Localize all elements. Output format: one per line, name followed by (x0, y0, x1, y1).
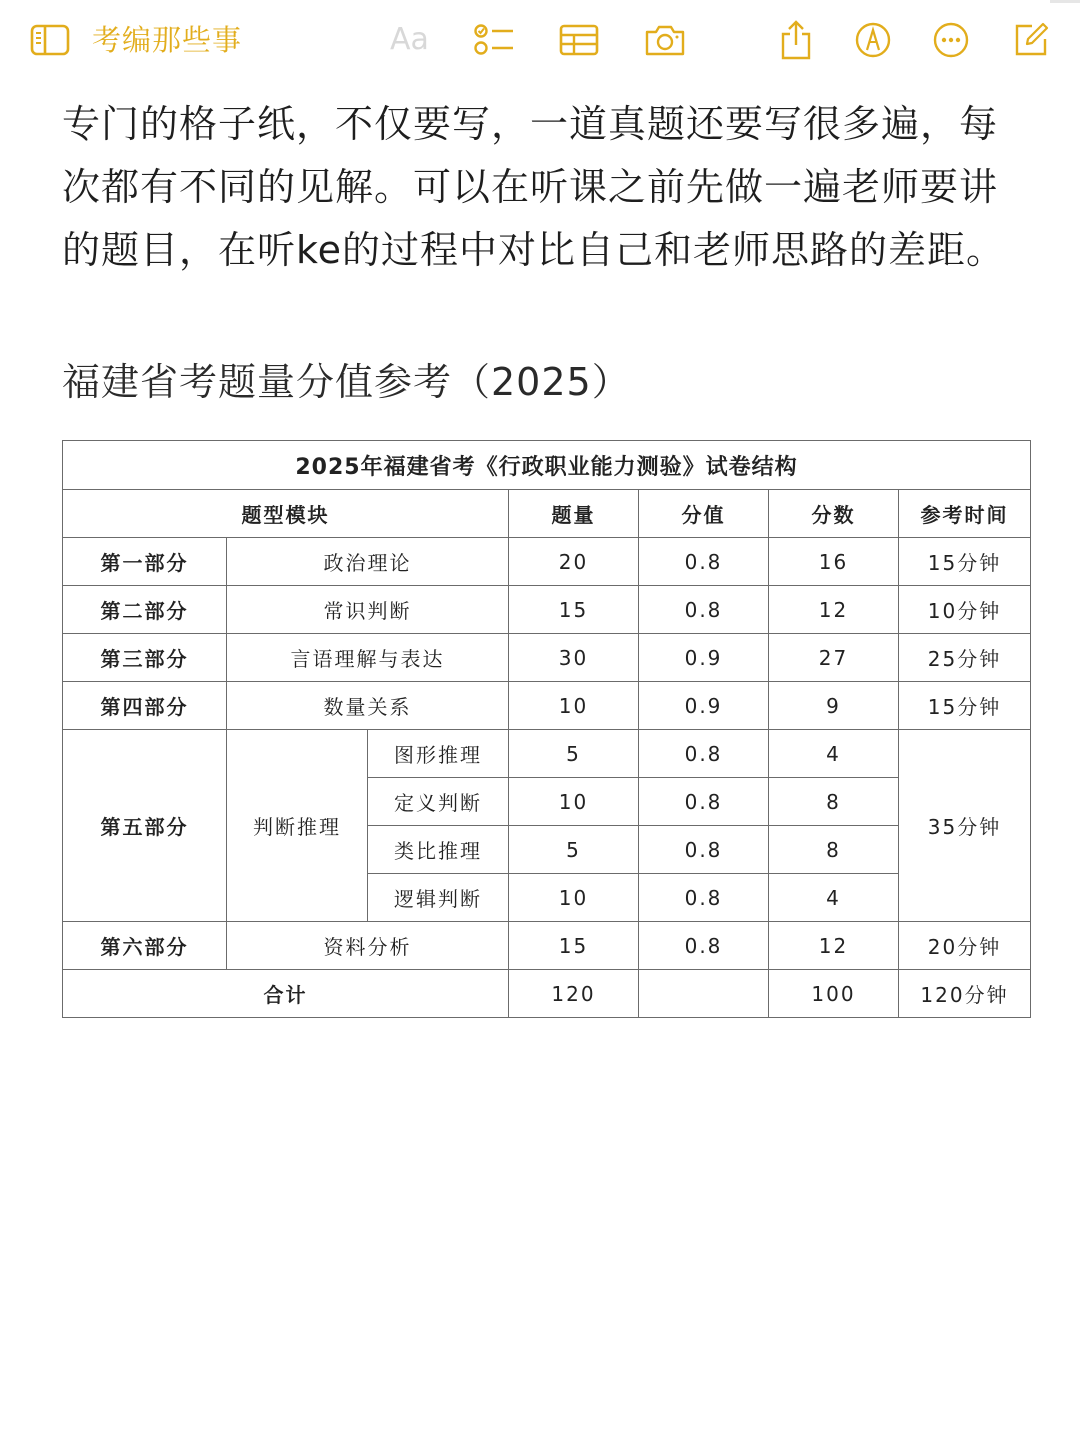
camera-icon[interactable] (643, 18, 687, 62)
cell-score: 12 (769, 922, 899, 970)
cell-value: 0.8 (639, 922, 769, 970)
share-icon[interactable] (774, 18, 818, 62)
table-row (63, 634, 1031, 682)
cell-part: 第一部分 (63, 538, 227, 586)
cell-module: 资料分析 (227, 922, 509, 970)
header-score: 分数 (769, 490, 899, 538)
cell-score: 100 (769, 970, 899, 1018)
table-row (63, 922, 1031, 970)
cell-score: 9 (769, 682, 899, 730)
header-module: 题型模块 (63, 490, 509, 538)
cell-value: 0.8 (639, 538, 769, 586)
cell-total-label: 合计 (63, 970, 509, 1018)
checklist-icon[interactable] (472, 18, 516, 62)
cell-submodule: 逻辑判断 (368, 874, 509, 922)
table-title: 2025年福建省考《行政职业能力测验》试卷结构 (63, 441, 1031, 490)
cell-value: 0.8 (639, 826, 769, 874)
table-row (63, 586, 1031, 634)
cell-module: 言语理解与表达 (227, 634, 509, 682)
cell-submodule: 类比推理 (368, 826, 509, 874)
cell-count: 5 (509, 730, 639, 778)
cell-count: 120 (509, 970, 639, 1018)
cell-value: 0.8 (639, 730, 769, 778)
cell-count: 10 (509, 682, 639, 730)
header-count: 题量 (509, 490, 639, 538)
cell-time: 35分钟 (899, 730, 1031, 922)
header-value: 分值 (639, 490, 769, 538)
cell-score: 4 (769, 730, 899, 778)
cell-part: 第五部分 (63, 730, 227, 922)
more-icon[interactable] (929, 18, 973, 62)
cell-score: 8 (769, 826, 899, 874)
cell-module: 政治理论 (227, 538, 509, 586)
header-time: 参考时间 (899, 490, 1031, 538)
cell-submodule: 图形推理 (368, 730, 509, 778)
cell-time: 120分钟 (899, 970, 1031, 1018)
cell-value (639, 970, 769, 1018)
note-subheading[interactable]: 福建省考题量分值参考（2025） (62, 360, 631, 404)
cell-time: 15分钟 (899, 682, 1031, 730)
cell-time: 25分钟 (899, 634, 1031, 682)
cell-module: 数量关系 (227, 682, 509, 730)
table-icon[interactable] (557, 18, 601, 62)
note-paragraph[interactable]: 专门的格子纸，不仅要写，一道真题还要写很多遍，每次都有不同的见解。可以在听课之前先做一遍老师要讲的题目，在听ke的过程中对比自己和老师思路的差距。 (62, 102, 1006, 272)
cell-count: 5 (509, 826, 639, 874)
cell-part: 第四部分 (63, 682, 227, 730)
cell-score: 12 (769, 586, 899, 634)
table-total-row (63, 970, 1031, 1018)
cell-value: 0.9 (639, 682, 769, 730)
back-folder-title[interactable]: 考编那些事 (92, 23, 243, 57)
cell-submodule: 定义判断 (368, 778, 509, 826)
cell-value: 0.8 (639, 586, 769, 634)
table-row (63, 682, 1031, 730)
window-edge-mark (1050, 0, 1080, 3)
cell-time: 10分钟 (899, 586, 1031, 634)
table-row (63, 538, 1031, 586)
table-row (63, 730, 1031, 778)
cell-module: 判断推理 (227, 730, 368, 922)
table-header-row (63, 490, 1031, 538)
cell-time: 15分钟 (899, 538, 1031, 586)
cell-score: 16 (769, 538, 899, 586)
font-format-button[interactable]: Aa (390, 22, 429, 57)
cell-count: 30 (509, 634, 639, 682)
cell-value: 0.9 (639, 634, 769, 682)
cell-value: 0.8 (639, 874, 769, 922)
cell-time: 20分钟 (899, 922, 1031, 970)
compose-icon[interactable] (1009, 18, 1053, 62)
cell-score: 27 (769, 634, 899, 682)
cell-value: 0.8 (639, 778, 769, 826)
sidebar-icon[interactable] (28, 18, 72, 62)
top-toolbar (0, 0, 1080, 80)
cell-count: 15 (509, 922, 639, 970)
cell-part: 第二部分 (63, 586, 227, 634)
markup-pen-icon[interactable] (851, 18, 895, 62)
exam-structure-table (62, 440, 1031, 1018)
cell-part: 第六部分 (63, 922, 227, 970)
cell-module: 常识判断 (227, 586, 509, 634)
cell-count: 10 (509, 874, 639, 922)
cell-count: 15 (509, 586, 639, 634)
cell-part: 第三部分 (63, 634, 227, 682)
cell-score: 8 (769, 778, 899, 826)
cell-score: 4 (769, 874, 899, 922)
cell-count: 20 (509, 538, 639, 586)
cell-count: 10 (509, 778, 639, 826)
table-title-row (63, 441, 1031, 490)
